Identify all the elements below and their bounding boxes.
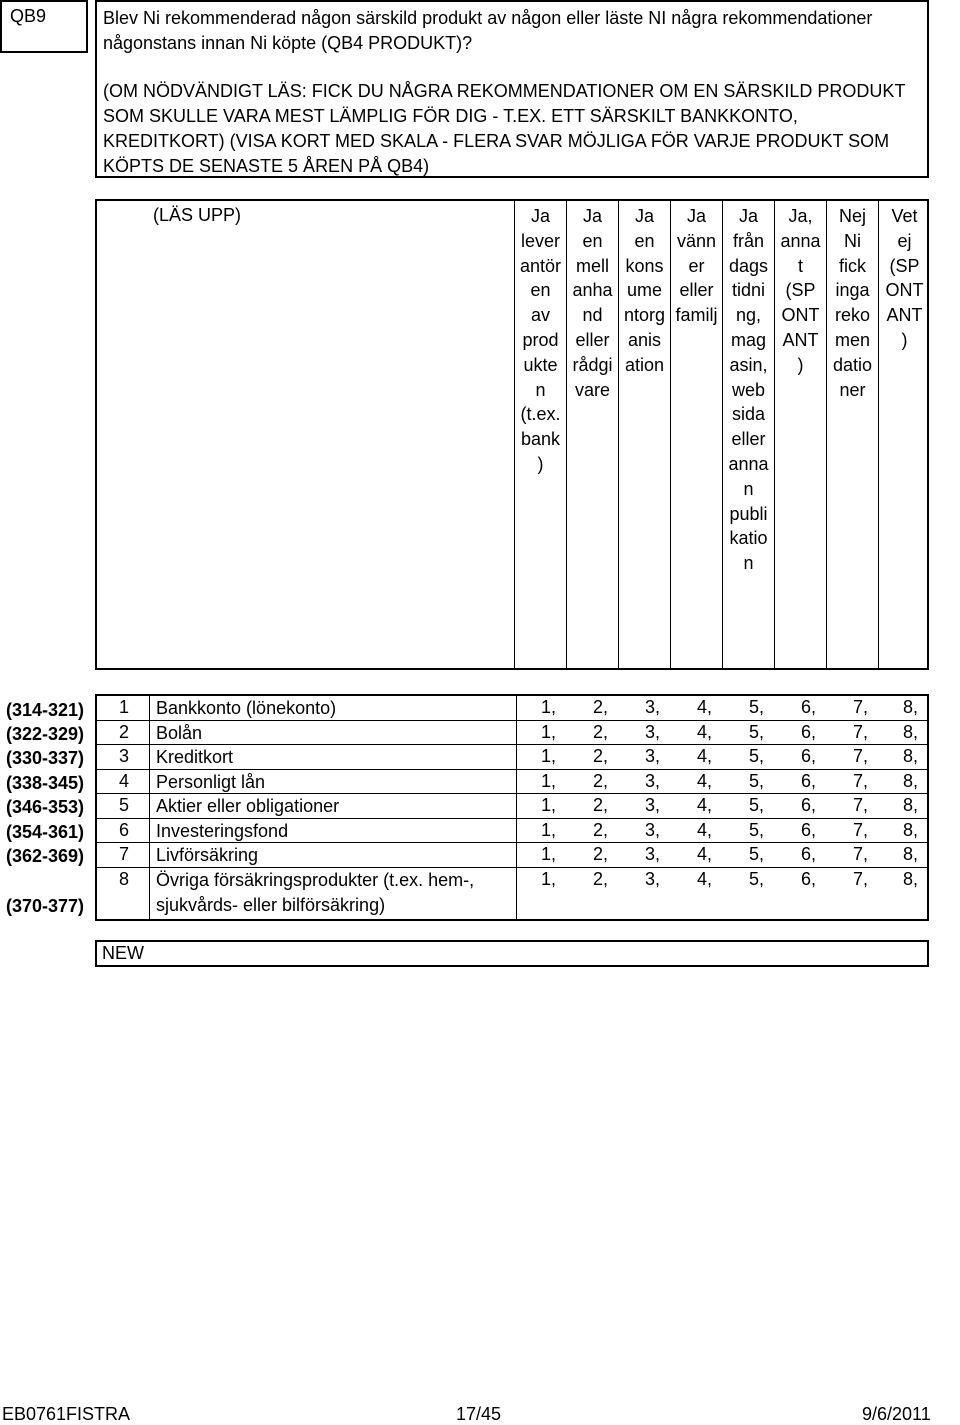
answer-code[interactable]: 4, (697, 697, 713, 717)
header-column-text: ) (797, 354, 804, 375)
header-column-text: dags (728, 255, 769, 276)
answer-code[interactable]: 7, (853, 721, 869, 742)
row-label: Aktier eller obligationer (149, 794, 339, 818)
answer-header (95, 199, 929, 670)
header-column-text: Ja, (788, 206, 813, 226)
answer-code[interactable]: 3, (645, 868, 661, 889)
row-column-code: (314-321) (6, 700, 85, 720)
answer-code[interactable]: 2, (593, 868, 609, 889)
question-code: QB9 (10, 6, 47, 26)
table-row (97, 868, 927, 919)
answer-code[interactable]: 4, (697, 819, 713, 840)
header-column-text: ANT (782, 329, 819, 350)
row-column-code: (362-369) (6, 846, 85, 866)
answer-code[interactable]: 1, (541, 868, 557, 889)
answer-code[interactable]: 3, (645, 721, 661, 742)
table-row (97, 745, 927, 770)
header-column (670, 201, 722, 668)
answer-code[interactable]: 8, (903, 697, 919, 717)
table-row (97, 794, 927, 819)
footer-date: 9/6/2011 (862, 1404, 931, 1424)
row-label: Övriga försäkringsprodukter (t.ex. hem-, sjukvårds- eller bilförsäkring) (149, 868, 508, 919)
header-column-text: (SP (785, 280, 816, 301)
row-number: 2 (119, 721, 130, 742)
read-aloud-label: (LÄS UPP) (153, 205, 242, 225)
row-number: 7 (119, 844, 130, 864)
row-label: Kreditkort (149, 745, 233, 769)
answer-code[interactable]: 2, (593, 746, 609, 766)
answer-code[interactable]: 4, (697, 795, 713, 815)
row-column-code: (346-353) (6, 797, 85, 817)
answer-code[interactable]: 5, (749, 819, 765, 840)
header-column-text: t (797, 255, 803, 276)
product-table (95, 694, 929, 921)
answer-code[interactable]: 3, (645, 795, 661, 815)
row-answer-codes (516, 794, 927, 818)
header-column-text: ume (626, 280, 662, 301)
answer-code[interactable]: 6, (801, 819, 817, 840)
header-column-text: ONT (781, 305, 820, 326)
row-answer-codes (516, 868, 927, 919)
answer-code[interactable]: 8, (903, 819, 919, 840)
header-column-text: rådgi (572, 354, 613, 375)
row-number: 3 (119, 746, 130, 766)
header-column-text: prod (522, 329, 559, 350)
header-column-text: eller (731, 429, 766, 450)
answer-code[interactable]: 1, (541, 697, 557, 717)
header-column-text: web (731, 379, 766, 400)
answer-code[interactable]: 7, (853, 746, 869, 766)
row-number: 6 (119, 819, 130, 840)
header-column-text: en (530, 280, 551, 301)
header-column-text: ej (897, 230, 912, 251)
answer-code[interactable]: 5, (749, 795, 765, 815)
answer-code[interactable]: 3, (645, 770, 661, 791)
question-code-box (0, 0, 88, 53)
table-row (97, 770, 927, 795)
header-column-text: ation (624, 354, 665, 375)
header-column-text: tidni (731, 280, 766, 301)
header-column-text: ) (537, 453, 544, 474)
new-label: NEW (102, 943, 144, 963)
header-column-text: från (732, 230, 765, 251)
header-column-text: mell (575, 255, 609, 276)
header-column-text: ANT (886, 305, 923, 326)
header-column (826, 201, 878, 668)
header-column-text: Ja (634, 206, 654, 226)
row-label: Investeringsfond (149, 819, 288, 843)
row-answer-codes (516, 843, 927, 867)
row-column-code: (354-361) (6, 822, 85, 842)
header-column-text: ng, (735, 305, 762, 326)
answer-code[interactable]: 5, (749, 721, 765, 742)
answer-code[interactable]: 6, (801, 844, 817, 864)
header-column-text: Ja (582, 206, 602, 226)
answer-code[interactable]: 5, (749, 746, 765, 766)
header-column-text: eller (679, 280, 714, 301)
header-column-text: Vet (891, 206, 918, 226)
header-column-text: publi (729, 503, 768, 524)
footer-page-number: 17/45 (456, 1404, 502, 1424)
row-answer-codes (516, 770, 927, 794)
row-label: Bolån (149, 721, 202, 745)
header-column (618, 201, 670, 668)
header-column (774, 201, 826, 668)
answer-code[interactable]: 5, (749, 697, 765, 717)
header-column-text: ner (839, 379, 866, 400)
row-column-code: (370-377) (6, 896, 85, 916)
header-column-text: av (530, 305, 550, 326)
answer-code[interactable]: 7, (853, 844, 869, 864)
header-column-text: ntorg (623, 305, 666, 326)
header-column-text: Nej (838, 206, 866, 226)
answer-code[interactable]: 1, (541, 795, 557, 815)
header-column-text: Ja (738, 206, 758, 226)
answer-code[interactable]: 5, (749, 770, 765, 791)
row-answer-codes (516, 696, 927, 720)
header-column-text: lever (520, 230, 560, 251)
header-column-text: n (743, 553, 754, 574)
answer-code[interactable]: 4, (697, 746, 713, 766)
header-column-text: en (634, 230, 655, 251)
answer-code[interactable]: 6, (801, 721, 817, 742)
answer-code[interactable]: 1, (541, 746, 557, 766)
answer-code[interactable]: 6, (801, 795, 817, 815)
header-column-text: katio (729, 528, 768, 549)
header-column-text: anna (728, 453, 769, 474)
header-column-text: er (688, 255, 705, 276)
question-text: Blev Ni rekommenderad någon särskild produkt av någon eller läste NI några rekommendationer någonstans innan Ni köpte (QB4 PRODUKT)? (103, 8, 873, 53)
answer-code[interactable]: 7, (853, 770, 869, 791)
row-number: 8 (119, 868, 130, 889)
row-answer-codes (516, 721, 927, 745)
answer-code[interactable]: 3, (645, 844, 661, 864)
answer-code[interactable]: 6, (801, 746, 817, 766)
header-column-text: anis (627, 329, 662, 350)
answer-code[interactable]: 3, (645, 819, 661, 840)
header-column (514, 201, 566, 668)
header-column-text: reko (834, 305, 870, 326)
row-number: 4 (119, 770, 130, 791)
answer-code[interactable]: 8, (903, 795, 919, 815)
header-column-text: n (535, 379, 546, 400)
row-answer-codes (516, 745, 927, 769)
answer-code[interactable]: 7, (853, 868, 869, 889)
header-column-text: nd (582, 305, 603, 326)
header-column-text: (SP (889, 255, 920, 276)
answer-code[interactable]: 4, (697, 844, 713, 864)
header-column (722, 201, 774, 668)
header-column-text: Ni (844, 230, 861, 251)
answer-code[interactable]: 2, (593, 697, 609, 717)
row-column-code: (322-329) (6, 724, 85, 744)
header-column-text: n (743, 478, 754, 499)
header-column-text: men (834, 329, 870, 350)
header-column-text: eller (575, 329, 610, 350)
header-column-text: anna (780, 230, 821, 251)
header-column-text: antör (519, 255, 562, 276)
row-label: Personligt lån (149, 770, 265, 794)
header-column-text: sida (731, 404, 766, 425)
answer-code[interactable]: 8, (903, 770, 919, 791)
answer-code[interactable]: 8, (903, 746, 919, 766)
row-number: 5 (119, 795, 130, 815)
header-column-text: anha (572, 280, 613, 301)
header-column-text: datio (832, 354, 873, 375)
row-label: Bankkonto (lönekonto) (149, 696, 336, 720)
answer-code[interactable]: 6, (801, 868, 817, 889)
answer-code[interactable]: 6, (801, 697, 817, 717)
answer-code[interactable]: 7, (853, 819, 869, 840)
header-column (878, 201, 930, 668)
row-number: 1 (119, 697, 130, 717)
header-column-text: Ja (686, 206, 706, 226)
answer-code[interactable]: 3, (645, 746, 661, 766)
header-column-text: inga (835, 280, 870, 301)
header-column-text: asin, (729, 354, 768, 375)
answer-code[interactable]: 7, (853, 795, 869, 815)
header-column-text: Ja (530, 206, 550, 226)
answer-code[interactable]: 8, (903, 844, 919, 864)
answer-code[interactable]: 1, (541, 819, 557, 840)
answer-code[interactable]: 2, (593, 721, 609, 742)
header-column (566, 201, 618, 668)
table-row (97, 696, 927, 721)
header-column-text: mag (730, 329, 766, 350)
header-column-text: (t.ex. (520, 404, 561, 425)
header-column-text: ) (901, 329, 908, 350)
answer-code[interactable]: 2, (593, 844, 609, 864)
question-box (95, 0, 929, 178)
answer-code[interactable]: 2, (593, 795, 609, 815)
row-column-code: (338-345) (6, 773, 85, 793)
table-row (97, 843, 927, 868)
header-column-text: ONT (885, 280, 924, 301)
header-column-text: fick (839, 255, 866, 276)
answer-code[interactable]: 4, (697, 721, 713, 742)
row-answer-codes (516, 819, 927, 843)
answer-code[interactable]: 6, (801, 770, 817, 791)
header-column-text: familj (675, 305, 718, 326)
question-instruction: (OM NÖDVÄNDIGT LÄS: FICK DU NÅGRA REKOMMENDATIONER OM EN SÄRSKILD PRODUKT SOM SKULLE VARA MEST LÄMPLIG FÖR DIG - T.EX. ETT SÄRSKILT BANKKONTO, KREDITKORT) (VISA KORT MED SKALA - FLERA SVAR MÖJLIGA FÖR VARJE PRODUKT SOM KÖPTS DE SENASTE 5 ÅREN PÅ QB4) (103, 81, 906, 176)
answer-code[interactable]: 1, (541, 770, 557, 791)
table-row (97, 721, 927, 746)
new-box (95, 940, 929, 967)
answer-code[interactable]: 3, (645, 697, 661, 717)
answer-code[interactable]: 5, (749, 844, 765, 864)
header-column-text: ukte (523, 354, 558, 375)
header-column-text: en (582, 230, 603, 251)
row-label: Livförsäkring (149, 843, 258, 867)
answer-code[interactable]: 8, (903, 868, 919, 889)
header-column-text: bank (520, 429, 561, 450)
header-column-text: vänn (676, 230, 717, 251)
answer-code[interactable]: 4, (697, 770, 713, 791)
answer-code[interactable]: 1, (541, 721, 557, 742)
header-column-text: vare (574, 379, 610, 400)
answer-code[interactable]: 8, (903, 721, 919, 742)
answer-code[interactable]: 1, (541, 844, 557, 864)
answer-code[interactable]: 7, (853, 697, 869, 717)
footer-doc-id: EB0761FISTRA (2, 1404, 131, 1424)
header-column-text: kons (625, 255, 664, 276)
table-row (97, 819, 927, 844)
answer-code[interactable]: 5, (749, 868, 765, 889)
answer-code[interactable]: 2, (593, 770, 609, 791)
answer-code[interactable]: 2, (593, 819, 609, 840)
answer-code[interactable]: 4, (697, 868, 713, 889)
row-column-code: (330-337) (6, 748, 85, 768)
